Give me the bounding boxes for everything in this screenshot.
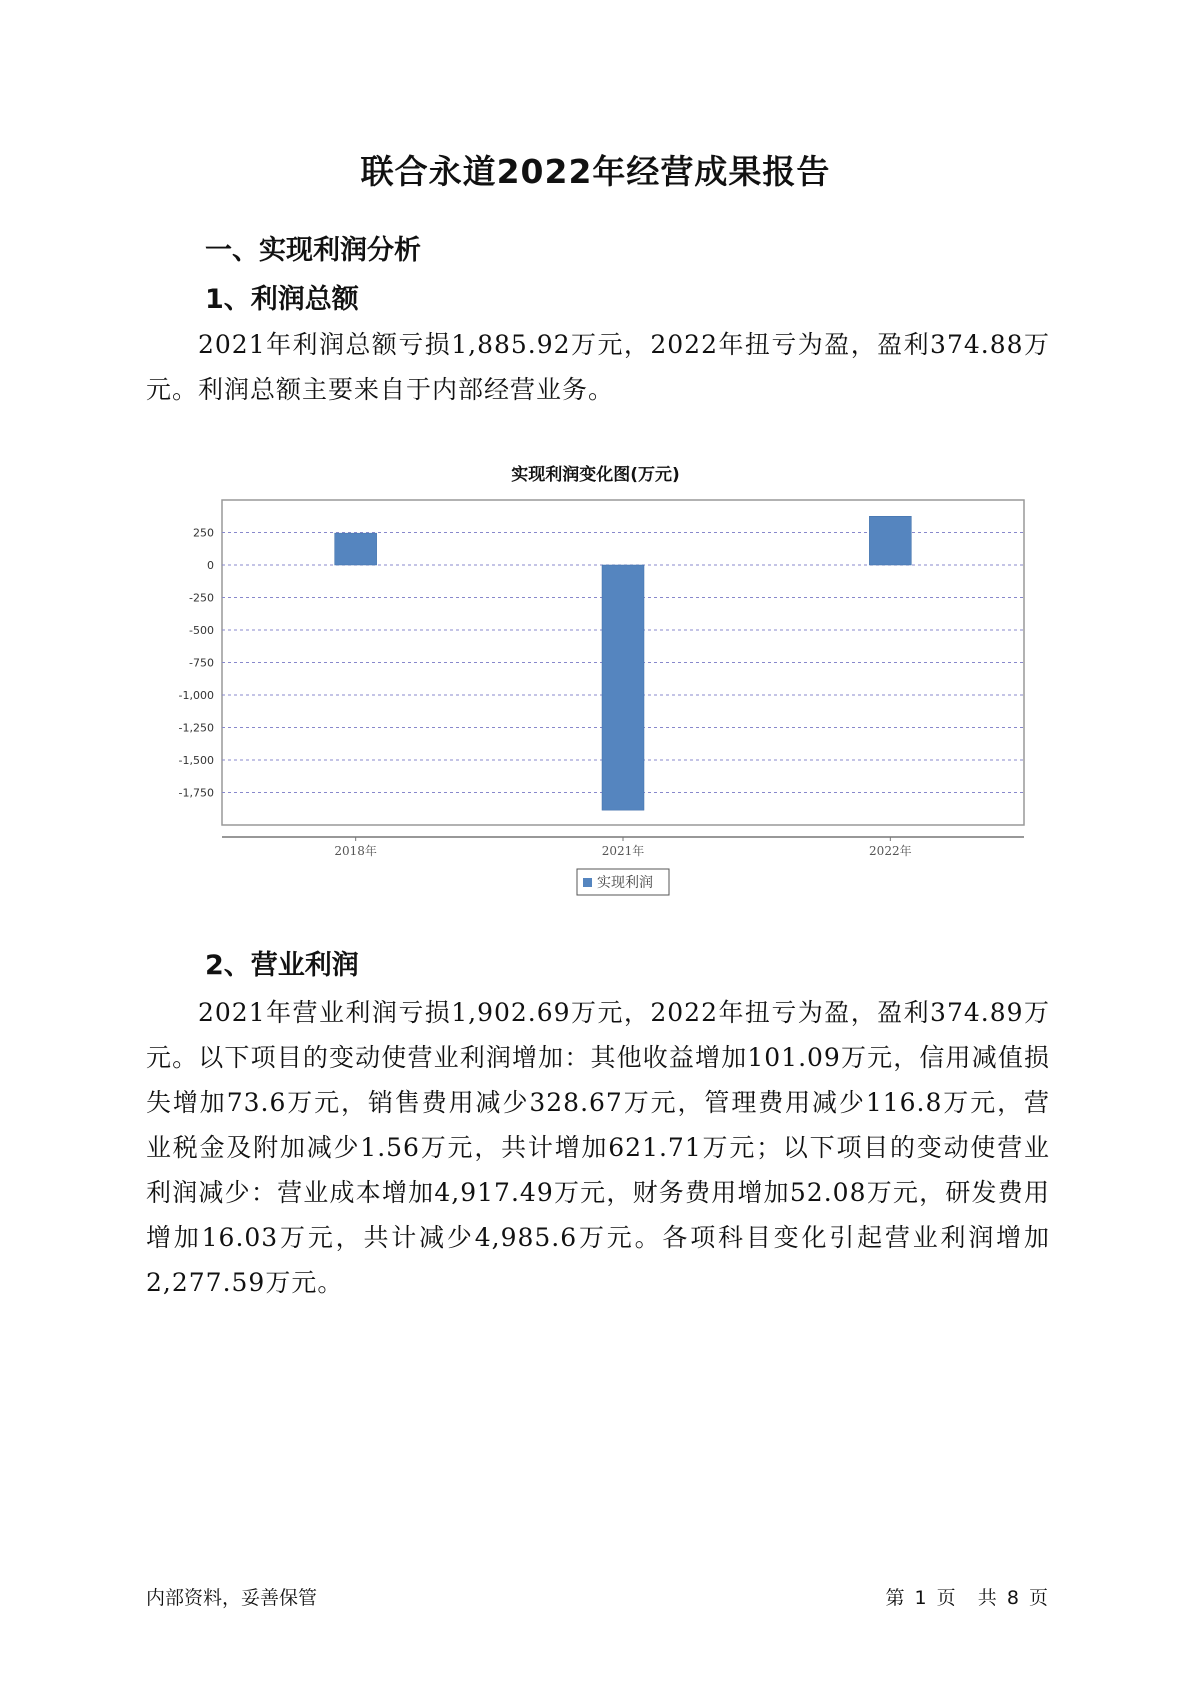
section-heading-profit-analysis: 一、实现利润分析 xyxy=(205,235,421,266)
bar-2018年 xyxy=(335,533,377,565)
y-tick-label: -1,500 xyxy=(178,754,214,767)
x-tick-label: 2018年 xyxy=(334,844,377,858)
operating-profit-paragraph: 2021年营业利润亏损1,902.69万元，2022年扭亏为盈，盈利374.89万元。以下项目的变动使营业利润增加：其他收益增加101.09万元，信用减值损失增加73.6万元，销售费用减少328.67万元，管理费用减少116.8万元，营业税金及附加减少1.56万元，共计增加621.71万元；以下项目的变动使营业利润减少：营业成本增加4,917.49万元，财务费用增加52.08万元，研发费用增加16.03万元，共计减少4,985.6万元。各项科目变化引起营业利润增加2,277.59万元。 xyxy=(146,998,1050,1297)
legend-label: 实现利润 xyxy=(597,875,653,891)
x-tick-label: 2021年 xyxy=(601,844,645,858)
y-tick-label: 250 xyxy=(193,526,214,540)
total-pages: 8 xyxy=(1006,1587,1019,1609)
total-profit-paragraph: 2021年利润总额亏损1,885.92万元，2022年扭亏为盈，盈利374.88万元。利润总额主要来自于内部经营业务。 xyxy=(146,330,1050,404)
y-tick-label: -1,250 xyxy=(178,721,214,735)
page-title: 联合永道2022年经营成果报告 xyxy=(360,152,831,191)
chart-legend xyxy=(577,869,669,895)
page-number: 1 xyxy=(914,1587,927,1609)
legend-swatch xyxy=(583,878,592,887)
footer-confidential-note: 内部资料，妥善保管 xyxy=(146,1587,318,1609)
footer-page-indicator xyxy=(883,1583,1050,1610)
profit-bar-chart xyxy=(170,495,1030,915)
x-axis-ticks xyxy=(334,837,911,858)
y-tick-label: -1,750 xyxy=(178,786,214,800)
y-tick-label: 0 xyxy=(207,559,214,572)
subsection-heading-total-profit: 1、利润总额 xyxy=(205,284,359,315)
subsection-heading-operating-profit: 2、营业利润 xyxy=(205,950,359,981)
y-tick-label: -500 xyxy=(189,624,214,637)
page-suffix: 页 xyxy=(936,1587,956,1609)
bar-2022年 xyxy=(869,516,911,565)
total-prefix: 共 xyxy=(977,1587,997,1609)
y-tick-label: -1,000 xyxy=(178,689,214,702)
y-tick-label: -250 xyxy=(189,591,214,605)
y-tick-label: -750 xyxy=(189,656,214,670)
y-axis-ticks xyxy=(179,527,214,800)
x-tick-label: 2022年 xyxy=(869,844,912,858)
bar-2021年 xyxy=(602,565,644,810)
total-suffix: 页 xyxy=(1028,1587,1048,1609)
page-prefix: 第 xyxy=(885,1587,905,1609)
chart-title: 实现利润变化图(万元) xyxy=(511,465,680,485)
